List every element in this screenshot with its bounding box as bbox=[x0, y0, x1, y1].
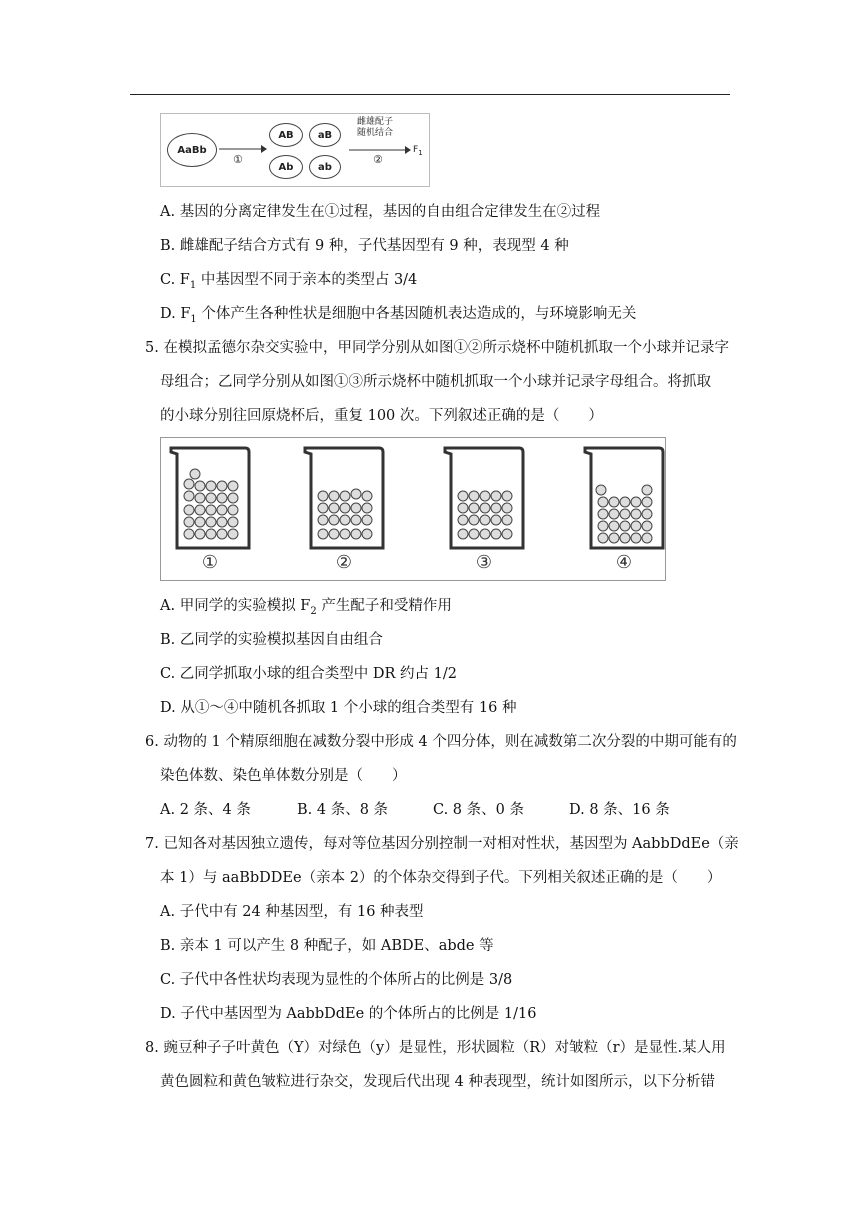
q6-option-a: A. 2 条、4 条 bbox=[160, 802, 251, 818]
q7-option-c: C. 子代中各性状均表现为显性的个体所占的比例是 3/8 bbox=[160, 972, 513, 988]
beaker-1-label: ① bbox=[201, 552, 219, 573]
q5-stem-line-2: 母组合；乙同学分别从如图①③所示烧杯中随机抓取一个小球并记录字母组合。将抓取 bbox=[160, 374, 711, 390]
gamete-ab-mixed: Ab bbox=[269, 155, 303, 179]
parent-genotype-oval: AaBb bbox=[167, 133, 217, 167]
q5-stem-line-3: 的小球分别往回原烧杯后，重复 100 次。下列叙述正确的是（ ） bbox=[160, 408, 603, 424]
beaker-4-label: ④ bbox=[615, 552, 633, 573]
q8-stem-line-1: 8. 豌豆种子子叶黄色（Y）对绿色（y）是显性，形状圆粒（R）对皱粒（r）是显性.某人用 bbox=[145, 1040, 726, 1056]
q6-option-c: C. 8 条、0 条 bbox=[433, 802, 524, 818]
q6-stem-line-2: 染色体数、染色单体数分别是（ ） bbox=[160, 768, 407, 784]
caption-line-1: 雌雄配子 bbox=[357, 117, 394, 127]
q7-stem-line-2: 本 1）与 aaBbDDEe（亲本 2）的个体杂交得到子代。下列相关叙述正确的是（ ） bbox=[160, 870, 722, 886]
beaker-4-icon bbox=[581, 444, 667, 550]
q4-option-d: D. $F_1$ 个体产生各种性状是细胞中各基因随机表达造成的，与环境影响无关 bbox=[160, 306, 637, 325]
caption-line-2: 随机结合 bbox=[357, 128, 394, 138]
q6-stem-line-1: 6. 动物的 1 个精原细胞在减数分裂中形成 4 个四分体，则在减数第二次分裂的中期可能有的 bbox=[145, 734, 737, 750]
q5-option-a: A. 甲同学的实验模拟 $F_2$ 产生配子和受精作用 bbox=[160, 598, 452, 617]
gamete-ab-upper: AB bbox=[269, 123, 303, 147]
beaker-3-label: ③ bbox=[475, 552, 493, 573]
gamete-ab-recessive: ab bbox=[309, 155, 341, 179]
step-2-label: ② bbox=[373, 153, 383, 166]
gamete-ab-lower-left: aB bbox=[309, 123, 341, 147]
q5-option-b: B. 乙同学的实验模拟基因自由组合 bbox=[160, 632, 383, 648]
beaker-3-icon bbox=[441, 444, 527, 550]
q8-stem-line-2: 黄色圆粒和黄色皱粒进行杂交，发现后代出现 4 种表现型，统计如图所示，以下分析错 bbox=[160, 1074, 715, 1090]
q7-option-a: A. 子代中有 24 种基因型，有 16 种表型 bbox=[160, 904, 424, 920]
q7-option-b: B. 亲本 1 可以产生 8 种配子，如 ABDE、abde 等 bbox=[160, 938, 494, 954]
beaker-2-label: ② bbox=[335, 552, 353, 573]
q6-option-b: B. 4 条、8 条 bbox=[297, 802, 389, 818]
q4-option-b: B. 雌雄配子结合方式有 9 种，子代基因型有 9 种，表现型 4 种 bbox=[160, 238, 569, 254]
f1-result-label: $F_1$ bbox=[413, 145, 423, 157]
beaker-1-icon bbox=[167, 444, 253, 550]
q5-stem-line-1: 5. 在模拟孟德尔杂交实验中，甲同学分别从如图①②所示烧杯中随机抓取一个小球并记录字 bbox=[145, 340, 729, 356]
q5-option-d: D. 从①～④中随机各抓取 1 个小球的组合类型有 16 种 bbox=[160, 700, 517, 716]
beaker-figure bbox=[160, 437, 666, 581]
gamete-diagram bbox=[160, 113, 430, 187]
q7-option-d: D. 子代中基因型为 AabbDdEe 的个体所占的比例是 1/16 bbox=[160, 1006, 537, 1022]
arrow-1-icon bbox=[219, 144, 267, 154]
q7-stem-line-1: 7. 已知各对基因独立遗传，每对等位基因分别控制一对相对性状，基因型为 AabbDdEe（亲 bbox=[145, 836, 739, 852]
header-rule bbox=[130, 94, 730, 95]
q6-option-d: D. 8 条、16 条 bbox=[569, 802, 670, 818]
q5-option-c: C. 乙同学抓取小球的组合类型中 DR 约占 1/2 bbox=[160, 666, 458, 682]
q4-option-c: C. $F_1$ 中基因型不同于亲本的类型占 3/4 bbox=[160, 272, 418, 291]
q4-option-a: A. 基因的分离定律发生在①过程，基因的自由组合定律发生在②过程 bbox=[160, 204, 601, 220]
beaker-2-icon bbox=[301, 444, 387, 550]
step-1-label: ① bbox=[233, 153, 243, 166]
